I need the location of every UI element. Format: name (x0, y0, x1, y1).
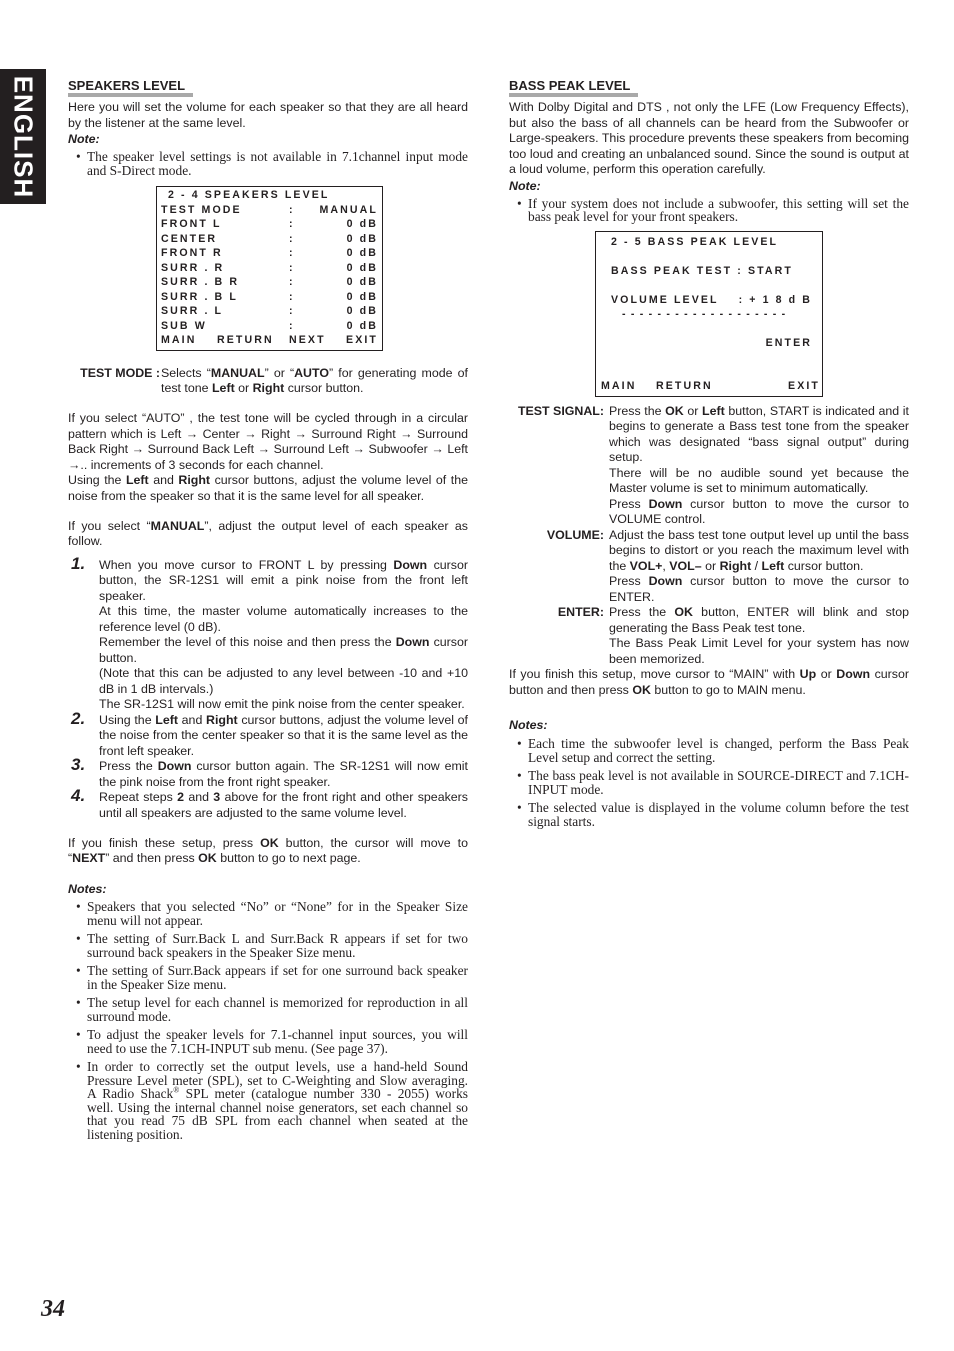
definition-term: ENTER: (557, 605, 604, 619)
definition-text: Press Down cursor button to move the cursor to VOLUME control. (609, 496, 909, 526)
row-colon: : (289, 247, 295, 259)
row-value: 0 dB (346, 305, 378, 317)
screen-title: 2 - 4 SPEAKERS LEVEL (168, 189, 330, 201)
definition-item (509, 404, 909, 528)
step-text: (Note that this can be adjusted to any level between -10 and +10 dB in 1 dB intervals.) (99, 666, 468, 696)
footer-return: RETURN (217, 334, 274, 346)
definition-text: Press the OK or Left button, START is indicated and it begins to generate a Bass test tone from the speaker which was designated “bass signal output” during setup. (609, 403, 909, 464)
row-label: SURR . B L (161, 290, 238, 303)
step-item (68, 755, 468, 790)
screen-row (161, 290, 378, 305)
row-colon: : (289, 305, 295, 317)
row-colon: : (289, 290, 295, 303)
row-value: 0 dB (346, 319, 378, 332)
row-label: CENTER (161, 232, 218, 245)
note-item: • Each time the subwoofer level is changed, perform the Bass Peak Level setup and correct the setting. (528, 737, 909, 764)
note-item: • The bass peak level is not available in SOURCE-DIRECT and 7.1CH-INPUT mode. (528, 769, 909, 796)
step-text: At this time, the master volume automatically increases to the reference level (0 dB). (99, 604, 468, 634)
page-number: 34 (41, 1296, 65, 1322)
note-label: Note: (68, 132, 100, 146)
screen-rows (161, 203, 378, 334)
notes-label: Notes: (68, 882, 107, 896)
step-text: When you move cursor to FRONT L by pressing Down cursor button, the SR-12S1 will emit a pink noise from the front left speaker. (99, 557, 468, 603)
row-label: SUB W (161, 319, 207, 332)
footer-main: MAIN (161, 334, 197, 346)
definition-text: There will be no audible sound yet because the Master volume is set to minimum automatically. (609, 465, 909, 495)
note-item: • The speaker level settings is not available in 7.1channel input mode and S-Direct mode. (87, 150, 468, 177)
row-colon: : (289, 203, 295, 216)
speakers-level-section (68, 79, 468, 1146)
row-label: SURR . R (161, 261, 225, 274)
row-label: FRONT R (161, 247, 223, 259)
bass-peak-test-row: BASS PEAK TEST : START (611, 264, 793, 277)
note-label: Note: (509, 178, 541, 193)
speakers-level-intro: Here you will set the volume for each speaker so that they are all heard by the listener at the same level. (68, 100, 468, 130)
definition-item (509, 528, 909, 606)
step-item (68, 708, 468, 760)
step-number: 3. (71, 755, 86, 774)
definition-text: Adjust the bass test tone output level up until the bass begins to distort or you reach the maximum level with the VOL+, VOL– or Right / Left cursor button. (609, 527, 909, 573)
screen-row (161, 232, 378, 247)
note-item: • Speakers that you selected “No” or “None” for in the Speaker Size menu will not appear. (87, 900, 468, 927)
row-value: 0 dB (346, 290, 378, 303)
definition-item (509, 605, 909, 667)
step-text: Press the Down cursor button again. The SR-12S1 will now emit the pink noise from the front right speaker. (99, 759, 468, 789)
language-tab (0, 69, 46, 204)
row-label: TEST MODE (161, 203, 242, 216)
auto-paragraph: If you select “AUTO” , the test tone will be cycled through in a circular pattern which is Left → Center → Right → Surround Right → Surround Back Right → Surround Back Left → Surround Left → Subwoofer → Left →.. increments of 3 seconds for each channel. (68, 411, 468, 472)
bass-peak-section (509, 79, 909, 833)
row-label: SURR . B R (161, 276, 240, 288)
notes-label: Notes: (509, 718, 548, 732)
note-item: • If your system does not include a subwoofer, this setting will set the bass peak level for your front speakers. (528, 197, 909, 224)
note-item: • The setting of Surr.Back L and Surr.Back R appears if set for two surround back speakers in the Speaker Size menu. (87, 932, 468, 959)
screen-row (161, 203, 378, 218)
test-mode-term: TEST MODE : (80, 365, 160, 380)
row-value: 0 dB (346, 218, 378, 230)
note-item: • To adjust the speaker levels for 7.1-channel input sources, you will need to use the 7.1CH-INPUT sub menu. (See page 37). (87, 1028, 468, 1055)
row-label: SURR . L (161, 305, 224, 317)
steps-list (68, 553, 468, 822)
row-colon: : (289, 276, 295, 288)
bass-peak-intro: With Dolby Digital and DTS , not only the LFE (Low Frequency Effects), but also the bass of all channels can be heard from the Subwoofer or Large-speakers. This procedure prevents these speakers from becoming too loud and creating an unbalanced sound. Since the sound is output at a loud volume, perform this operation carefully. (509, 100, 909, 176)
step-item (68, 553, 468, 713)
note-item (87, 1060, 468, 1141)
definitions-list (509, 404, 909, 668)
row-colon: : (289, 218, 295, 230)
screen-row (161, 275, 378, 290)
notes-list (68, 900, 468, 1141)
note-item: • The setup level for each channel is memorized for reproduction in all surround mode. (87, 996, 468, 1023)
footer-exit: EXIT (346, 334, 378, 346)
language-tab-label: ENGLISH (8, 75, 39, 198)
row-value: 0 dB (346, 232, 378, 245)
row-value: 0 dB (346, 247, 378, 259)
row-colon: : (289, 232, 295, 245)
manual-paragraph: If you select “MANUAL”, adjust the output level of each speaker as follow. (68, 518, 469, 548)
speakers-level-heading: SPEAKERS LEVEL (68, 79, 193, 97)
definition-term: VOLUME: (546, 527, 604, 542)
definition-text: The Bass Peak Limit Level for your system has now been memorized. (609, 636, 909, 666)
footer-main: MAIN (601, 379, 637, 392)
note-item: • The selected value is displayed in the volume column before the test signal starts. (528, 801, 909, 828)
screen-row (161, 319, 378, 334)
test-mode-desc: Selects “MANUAL” or “AUTO” for generating mode of test tone Left or Right cursor button. (161, 365, 468, 395)
step-number: 1. (71, 553, 86, 573)
footer-exit: EXIT (788, 379, 820, 392)
volume-level-value: : + 1 8 d B (738, 293, 812, 306)
speakers-level-screen (156, 186, 383, 351)
step-number: 2. (71, 708, 86, 728)
screen-row (161, 304, 378, 319)
row-colon: : (289, 261, 295, 274)
volume-bar: - - - - - - - - - - - - - - - - - - - (622, 307, 787, 320)
definition-text: Press Down cursor button to move the cursor to ENTER. (609, 574, 909, 604)
step-number: 4. (71, 786, 86, 805)
note-text: SPL meter (catalogue number 330 - 2055) works well. Using the internal channel noise generators, set each channel so that you read 75 dB SPL from each channel when seated at the listening position. (87, 1086, 468, 1142)
note-list (68, 150, 468, 177)
enter-label: ENTER (765, 336, 812, 349)
screen-footer (161, 333, 378, 348)
step-item (68, 786, 468, 821)
row-label: FRONT L (161, 218, 222, 230)
row-value: 0 dB (346, 261, 378, 274)
finish-paragraph: If you finish this setup, move cursor to “MAIN” with Up or Down cursor button and then press OK button to go to MAIN menu. (509, 667, 910, 697)
row-value: MANUAL (319, 203, 378, 216)
volume-level-label: VOLUME LEVEL (611, 293, 719, 306)
screen-row (161, 217, 378, 232)
finish-paragraph: If you finish these setup, press OK button, the cursor will move to “NEXT” and then press OK button to go to next page. (68, 835, 468, 865)
row-colon: : (289, 319, 295, 332)
auto-paragraph-2: Using the Left and Right cursor buttons, adjust the volume level of the noise from the speaker so that it is the same level for all speaker. (68, 473, 468, 503)
step-text: Using the Left and Right cursor buttons, adjust the volume level of the noise from the center speaker so that it is the same level as the front left speaker. (99, 712, 468, 758)
footer-next: NEXT (289, 334, 326, 346)
screen-title: 2 - 5 BASS PEAK LEVEL (611, 235, 779, 248)
screen-row (161, 261, 378, 276)
row-value: 0 dB (346, 276, 378, 288)
test-mode-definition (68, 366, 468, 397)
screen-row (161, 246, 378, 261)
note-list (509, 197, 909, 224)
notes-list (509, 737, 909, 828)
step-text: Remember the level of this noise and then press the Down cursor button. (99, 635, 468, 665)
step-text: The SR-12S1 will now emit the pink noise from the center speaker. (99, 697, 465, 711)
step-text: Repeat steps 2 and 3 above for the front right and other speakers until all speakers are adjusted to the same volume level. (99, 790, 468, 820)
registered-mark: ® (173, 1085, 180, 1095)
note-item: • The setting of Surr.Back appears if set for one surround back speaker in the Speaker Size menu. (87, 964, 468, 991)
bass-peak-heading: BASS PEAK LEVEL (509, 79, 638, 97)
bass-peak-screen (595, 231, 823, 397)
footer-return: RETURN (656, 379, 713, 392)
definition-term: TEST SIGNAL: (517, 403, 604, 418)
note-text: In order to correctly set the output levels, use a hand-held Sound Pressure Level meter (SPL), set to C-Weighting and Slow averaging. A Radio Shack (87, 1059, 468, 1101)
definition-text: Press the OK button, ENTER will blink and stop generating the Bass Peak test tone. (609, 605, 909, 635)
